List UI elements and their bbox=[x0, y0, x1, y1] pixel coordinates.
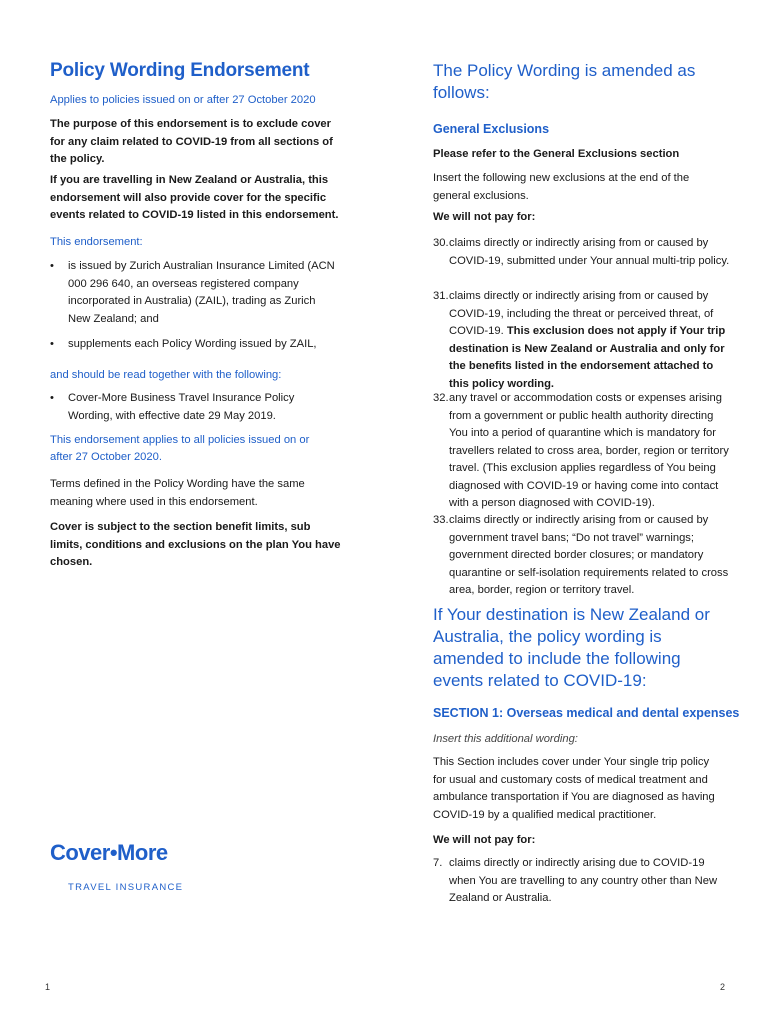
logo-subtitle: TRAVEL INSURANCE bbox=[68, 882, 184, 893]
bullet-icon: • bbox=[50, 392, 54, 404]
bullet-item bbox=[50, 390, 338, 425]
this-endorsement-heading: This endorsement: bbox=[50, 236, 143, 248]
not-pay-heading-2: We will not pay for: bbox=[433, 834, 536, 846]
page-title: Policy Wording Endorsement bbox=[50, 60, 310, 81]
exclusion-number: 7. bbox=[433, 857, 443, 869]
read-together-heading: and should be read together with the following: bbox=[50, 369, 282, 381]
insert-text: Insert the following new exclusions at the end of the general exclusions. bbox=[433, 172, 690, 202]
purpose-text: The purpose of this endorsement is to exclude cover for any claim related to COVID-19 from all sections of the policy. bbox=[50, 118, 333, 165]
exclusion-text: claims directly or indirectly arising from or caused by COVID-19, submitted under Your annual multi-trip policy. bbox=[449, 237, 730, 267]
destination-heading: If Your destination is New Zealand or Australia, the policy wording is amended to include the following events related to COVID-19: bbox=[433, 605, 710, 690]
exclusion-text: any travel or accommodation costs or expenses arising from a government or public health authority directing You into a period of quarantine which is mandatory for travellers related to cross area, border, region or territory travel. (This exclusion applies regardless of You being diagnosed with COVID-19 or having come into contact with a person diagnosed with COVID-19). bbox=[449, 392, 729, 509]
exclusion-number: 30. bbox=[433, 237, 449, 249]
exclusion-text: claims directly or indirectly arising from or caused by COVID-19, including the threat or perceived threat, of COVID-19. bbox=[449, 290, 714, 337]
exclusion-text: claims directly or indirectly arising due to COVID-19 when You are travelling to any country other than New Zealand or Australia. bbox=[449, 857, 718, 904]
exclusion-number: 32. bbox=[433, 392, 449, 404]
page-number-left: 1 bbox=[45, 982, 51, 992]
exclusion-item bbox=[433, 855, 724, 908]
exclusion-item bbox=[433, 512, 734, 600]
exclusion-number: 33. bbox=[433, 514, 449, 526]
exclusion-item bbox=[433, 288, 734, 393]
amended-heading: The Policy Wording is amended as follows: bbox=[433, 61, 696, 102]
page-number-right: 2 bbox=[720, 982, 726, 992]
bullet-icon: • bbox=[50, 260, 54, 272]
refer-text: Please refer to the General Exclusions section bbox=[433, 148, 680, 160]
section1-heading: SECTION 1: Overseas medical and dental expenses bbox=[433, 706, 740, 720]
applies-all-text: This endorsement applies to all policies issued on or after 27 October 2020. bbox=[50, 434, 310, 463]
exclusion-bold-text: This exclusion does not apply if Your trip destination is New Zealand or Australia and only for the benefits listed in the endorsement attached to this policy wording. bbox=[449, 325, 726, 390]
insert-additional-text: Insert this additional wording: bbox=[433, 733, 578, 745]
exclusion-text: claims directly or indirectly arising from or caused by government travel bans; “Do not travel” warnings; government directed border closures; or mandatory quarantine or self-isolation requirements related to cross area, border, region or territory travel. bbox=[449, 514, 729, 596]
bullet-icon: • bbox=[50, 338, 54, 350]
exclusion-item bbox=[433, 235, 734, 270]
exclusion-number: 31. bbox=[433, 290, 449, 302]
bullet-item bbox=[50, 258, 338, 328]
nz-aus-text: If you are travelling in New Zealand or Australia, this endorsement will also provide cover for the specific events related to COVID-19 listed in this endorsement. bbox=[50, 174, 339, 221]
cover-subject-text: Cover is subject to the section benefit limits, sub limits, conditions and exclusions on the plan You have chosen. bbox=[50, 521, 341, 568]
cover-more-logo bbox=[50, 840, 183, 893]
bullet-text: Cover-More Business Travel Insurance Policy Wording, with effective date 29 May 2019. bbox=[68, 392, 295, 422]
section-includes-text: This Section includes cover under Your single trip policy for usual and customary costs of medical treatment and ambulance transportation if You are diagnosed as having COVID-19 by a qualified medical practitioner. bbox=[433, 756, 715, 821]
logo-wordmark: Cover•More bbox=[50, 840, 168, 865]
bullet-item bbox=[50, 336, 338, 354]
bullet-text: is issued by Zurich Australian Insurance Limited (ACN 000 296 640, an overseas registered company incorporated in Australia) (ZAIL), trading as Zurich New Zealand; and bbox=[68, 260, 335, 325]
not-pay-heading: We will not pay for: bbox=[433, 211, 536, 223]
general-exclusions-heading: General Exclusions bbox=[433, 122, 550, 136]
applies-date: Applies to policies issued on or after 27 October 2020 bbox=[50, 94, 316, 106]
exclusion-item bbox=[433, 390, 734, 513]
terms-text: Terms defined in the Policy Wording have the same meaning where used in this endorsement. bbox=[50, 478, 305, 508]
bullet-text: supplements each Policy Wording issued by ZAIL, bbox=[68, 338, 317, 350]
